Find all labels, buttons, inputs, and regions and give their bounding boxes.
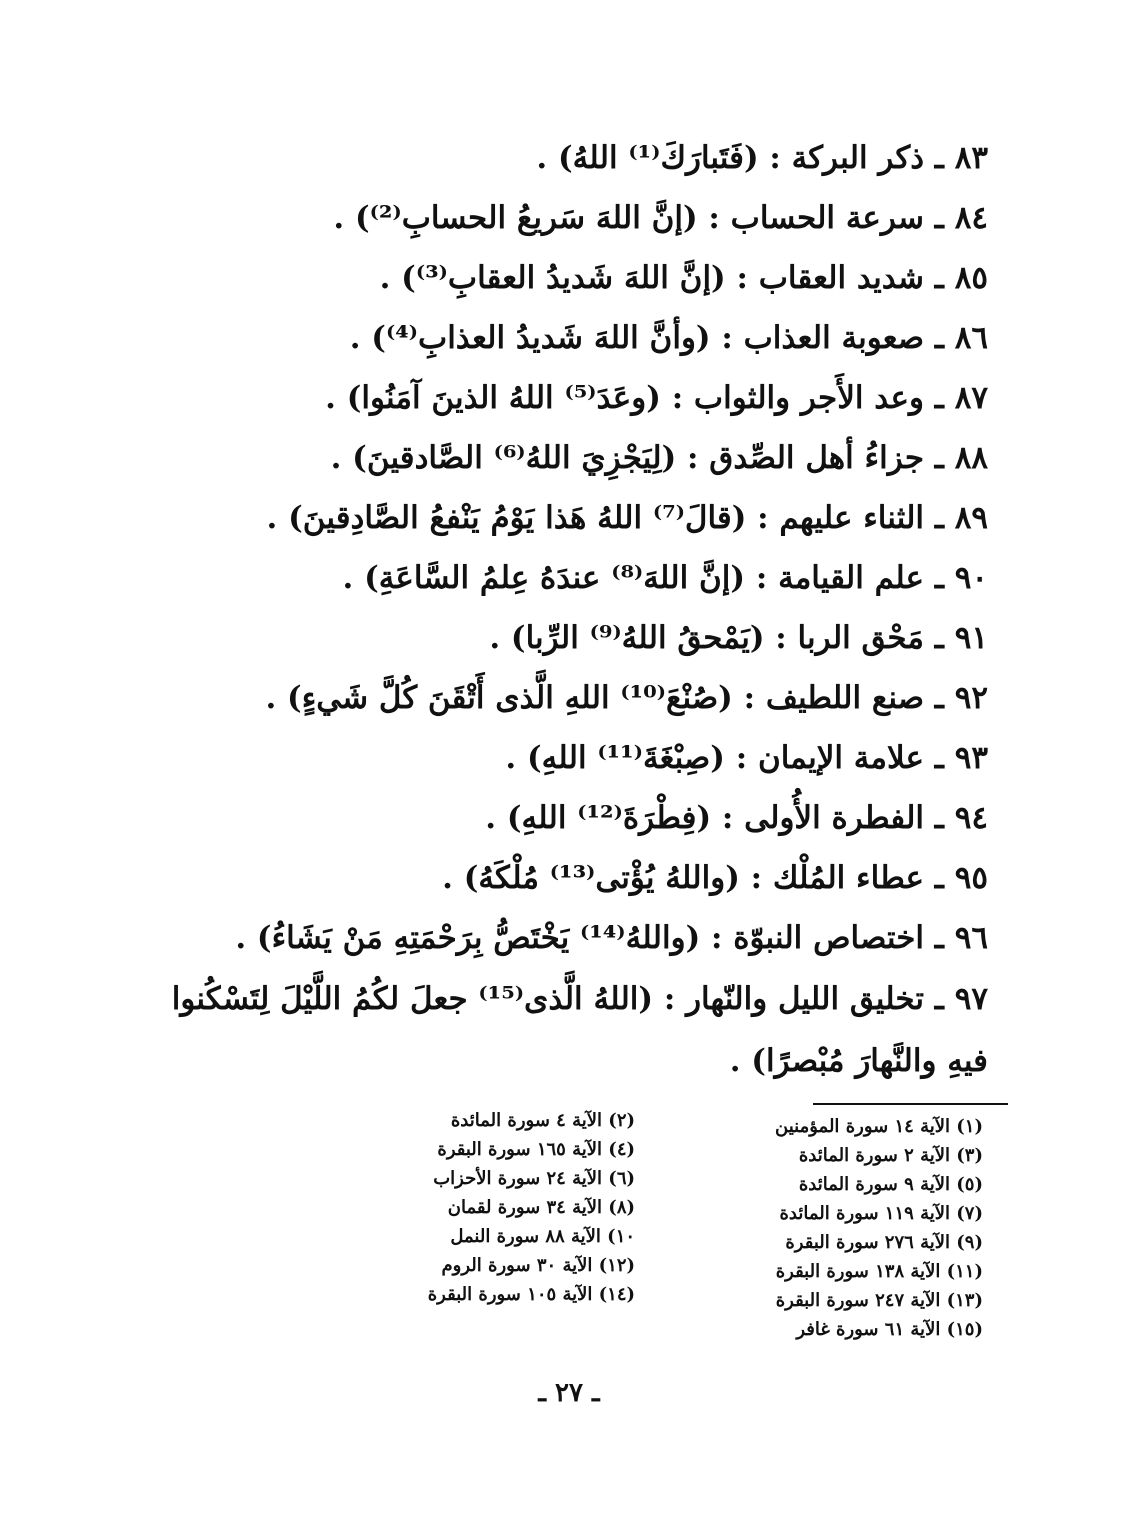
entry-83: ٨٣ ـ ذكر البركة : (فَتَبارَكَ⁽¹⁾ اللهُ) . — [536, 140, 988, 176]
entry-96: ٩٦ ـ اختصاص النبوّة : (واللهُ⁽¹⁴⁾ يَخْتَصُّ بِرَحْمَتِهِ مَنْ يَشَاءُ) . — [235, 920, 988, 956]
footnote-5: (٥) الآية ٩ سورة المائدة — [798, 1174, 983, 1195]
entry-94: ٩٤ ـ الفطرة الأُولى : (فِطْرَةَ⁽¹²⁾ اللهِ) . — [485, 800, 988, 836]
footnotes-right-column — [775, 1112, 983, 1344]
footnote-15: (١٥) الآية ٦١ سورة غافر — [796, 1319, 983, 1340]
entry-89: ٨٩ ـ الثناء عليهم : (قالَ⁽⁷⁾ اللهُ هَذا يَوْمُ يَنْفعُ الصَّادِقينَ) . — [266, 500, 988, 536]
entry-92: ٩٢ ـ صنع اللطيف : (صُنْعَ⁽¹⁰⁾ اللهِ الَّذى أَتْقَنَ كُلَّ شَيءٍ) . — [265, 680, 988, 716]
entry-88: ٨٨ ـ جزاءُ أهل الصِّدق : (لِيَجْزِيَ اللهُ⁽⁶⁾ الصَّادقينَ) . — [330, 440, 988, 476]
footnote-1: (١) الآية ١٤ سورة المؤمنين — [775, 1116, 983, 1137]
entry-91: ٩١ ـ مَحْق الربا : (يَمْحقُ اللهُ⁽⁹⁾ الرِّبا) . — [489, 620, 988, 656]
entries-list — [148, 128, 988, 1092]
footnote-10: ١٠) الآية ٨٨ سورة النمل — [450, 1226, 636, 1247]
footnotes-left-column — [428, 1106, 635, 1344]
footnote-13: (١٣) الآية ٢٤٧ سورة البقرة — [775, 1290, 983, 1311]
footnote-14: (١٤) الآية ١٠٥ سورة البقرة — [427, 1284, 636, 1305]
page-number: ـ ٢٧ ـ — [538, 1378, 600, 1408]
entry-93: ٩٣ ـ علامة الإيمان : (صِبْغَةَ⁽¹¹⁾ اللهِ) . — [505, 740, 988, 776]
footnote-8: (٨) الآية ٣٤ سورة لقمان — [447, 1197, 636, 1218]
footnote-12: (١٢) الآية ٣٠ سورة الروم — [441, 1255, 636, 1276]
entry-95: ٩٥ ـ عطاء المُلْك : (واللهُ يُؤْتى⁽¹³⁾ مُلْكَهُ) . — [442, 860, 988, 896]
footnote-3: (٣) الآية ٢ سورة المائدة — [798, 1145, 983, 1166]
footnote-7: (٧) الآية ١١٩ سورة المائدة — [779, 1203, 983, 1224]
entry-87: ٨٧ ـ وعد الأَجر والثواب : (وعَدَ⁽⁵⁾ اللهُ الذينَ آمَنُوا) . — [325, 380, 988, 416]
entry-86: ٨٦ ـ صعوبة العذاب : (وأنَّ اللهَ شَديدُ العذابِ⁽⁴⁾) . — [349, 320, 988, 356]
footnote-divider — [813, 1103, 1008, 1105]
entry-90: ٩٠ ـ علم القيامة : (إنَّ اللهَ⁽⁸⁾ عندَهُ عِلمُ السَّاعَةِ) . — [342, 560, 988, 596]
footnote-4: (٤) الآية ١٦٥ سورة البقرة — [437, 1139, 636, 1160]
footnote-11: (١١) الآية ١٣٨ سورة البقرة — [775, 1261, 983, 1282]
entry-84: ٨٤ ـ سرعة الحساب : (إنَّ اللهَ سَريعُ الحسابِ⁽²⁾) . — [333, 200, 988, 236]
entry-97: ٩٧ ـ تخليق الليل والنّهار : (اللهُ الَّذى⁽¹⁵⁾ جعلَ لكُمُ اللَّيْلَ لِتَسْكُنوا فيهِ والنَّهارَ مُبْصرًا) . — [171, 981, 988, 1079]
footnote-9: (٩) الآية ٢٧٦ سورة البقرة — [785, 1232, 983, 1253]
entry-85: ٨٥ ـ شديد العقاب : (إنَّ اللهَ شَديدُ العقابِ⁽³⁾) . — [379, 260, 988, 296]
footnote-6: (٦) الآية ٢٤ سورة الأحزاب — [433, 1168, 636, 1189]
footnote-2: (٢) الآية ٤ سورة المائدة — [450, 1110, 636, 1131]
footnotes — [263, 1112, 983, 1344]
